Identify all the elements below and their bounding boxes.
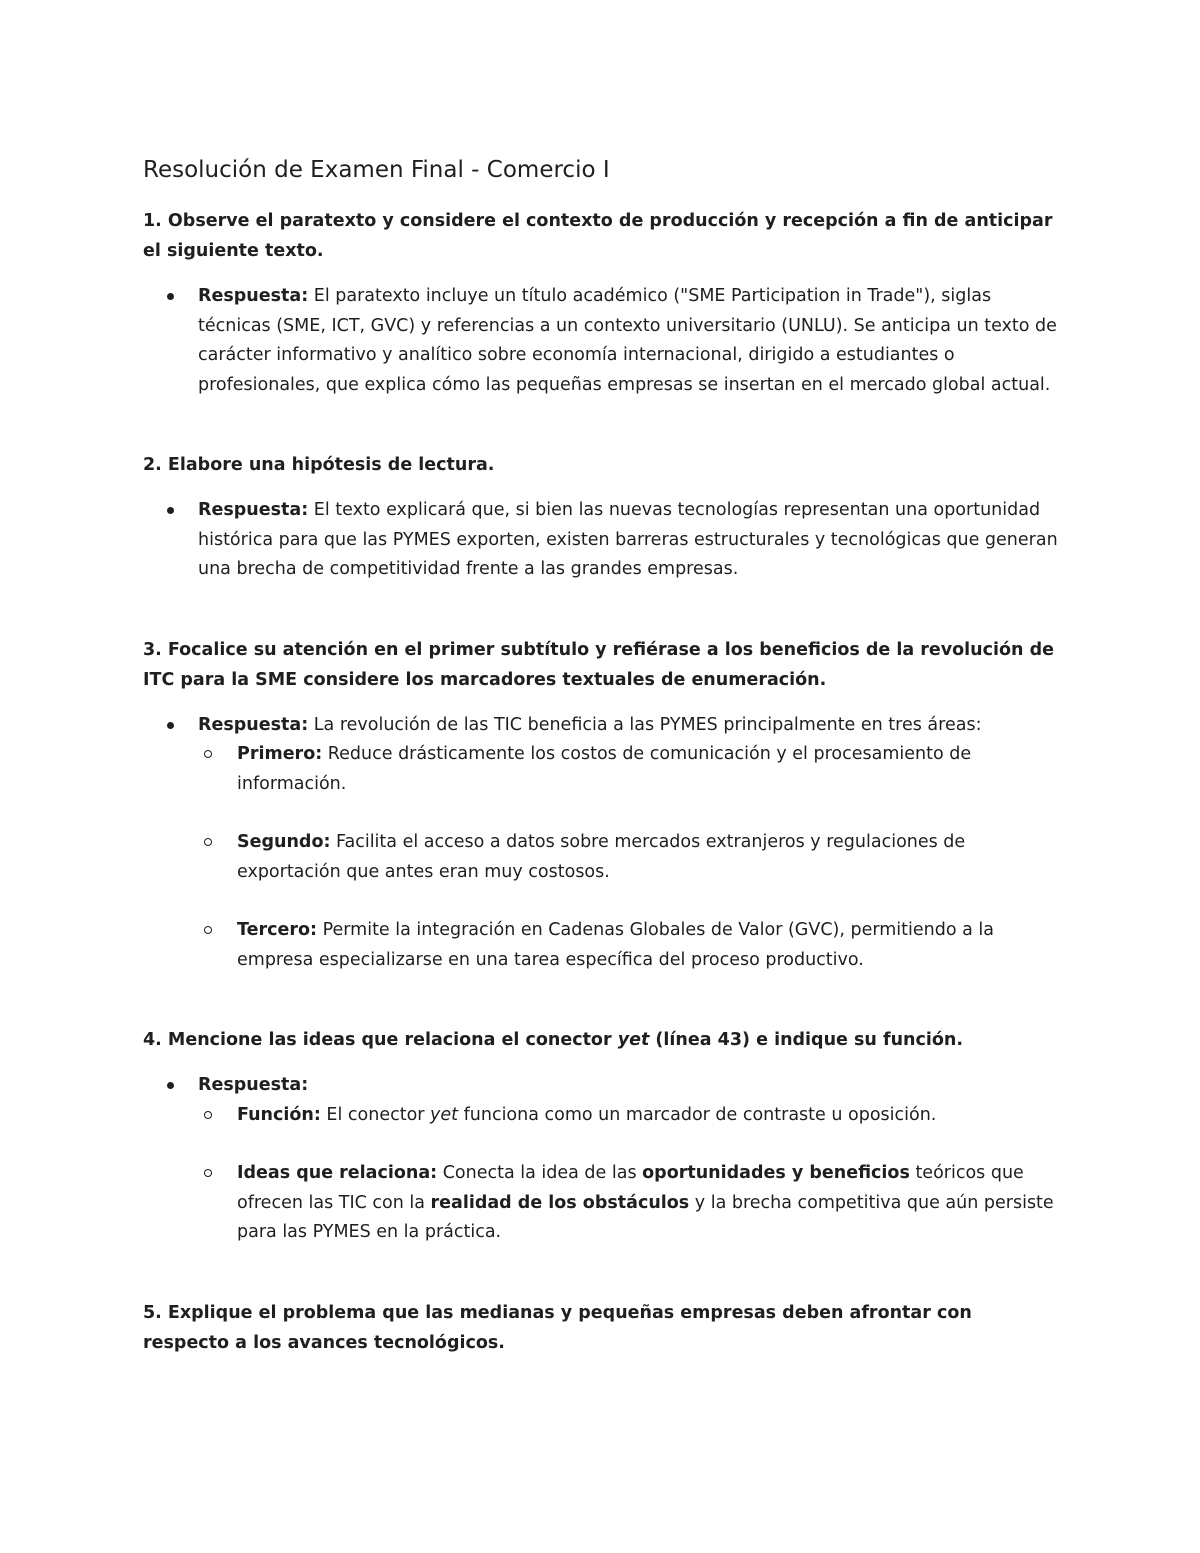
answer-label: Respuesta:: [198, 1075, 309, 1095]
item-text: Reduce drásticamente los costos de comunicación y el procesamiento de información.: [237, 744, 972, 794]
list-item: [198, 916, 1058, 975]
question-text: 4. Mencione las ideas que relaciona el conector: [143, 1030, 618, 1050]
list-item: [198, 828, 1058, 887]
item-text: funciona como un marcador de contraste u oposición.: [458, 1104, 937, 1125]
item-text: teóricos que ofrecen las TIC con la: [237, 1163, 1024, 1213]
question-3: 3. Focalice su atención en el primer subtítulo y refiérase a los beneficios de la revolución de ITC para la SME considere los marcadores textuales de enumeración.: [143, 639, 1054, 690]
question-4: [143, 1025, 1058, 1055]
document-page: [143, 152, 1058, 1408]
item-label: Tercero:: [237, 920, 318, 940]
answer-text: El paratexto incluye un título académico ("SME Participation in Trade"), siglas técnicas (SME, ICT, GVC) y referencias a un contexto universitario (UNLU). Se anticipa un texto de carácter informativo y analítico sobre economía internacional, dirigido a estudiantes o profesionales, que explica cómo las pequeñas empresas se insertan en el mercado global actual.: [198, 286, 1057, 395]
item-label: Ideas que relaciona:: [237, 1163, 438, 1183]
item-label: Segundo:: [237, 832, 331, 852]
question-2-section: [143, 450, 1058, 585]
list-item: [198, 1101, 1058, 1131]
answer-text: La revolución de las TIC beneficia a las PYMES principalmente en tres áreas:: [308, 714, 982, 735]
question-emphasis: yet: [617, 1030, 650, 1050]
answer-1: [143, 282, 1058, 400]
question-3-section: [143, 635, 1058, 976]
answer-3: [143, 711, 1058, 976]
answer-4: [143, 1071, 1058, 1248]
question-2: 2. Elabore una hipótesis de lectura.: [143, 455, 495, 475]
question-1-section: [143, 206, 1058, 400]
answer-list-3: [143, 711, 1058, 976]
page-title: Resolución de Examen Final - Comercio I: [143, 157, 610, 183]
item-bold: oportunidades y beneficios: [642, 1163, 910, 1183]
answer-label: Respuesta:: [198, 500, 309, 520]
answer-text: El texto explicará que, si bien las nuevas tecnologías representan una oportunidad histórica para que las PYMES exporten, existen barreras estructurales y tecnológicas que generan una brecha de competitividad frente a las grandes empresas.: [198, 500, 1058, 579]
list-item: [198, 740, 1058, 799]
question-text: (línea 43) e indique su función.: [649, 1030, 963, 1050]
answer-2: [143, 496, 1058, 585]
question-5-section: [143, 1298, 1058, 1358]
answer-list-4: [143, 1071, 1058, 1248]
answer-4-sublist: [198, 1101, 1058, 1248]
question-1: 1. Observe el paratexto y considere el contexto de producción y recepción a fin de anticipar el siguiente texto.: [143, 211, 1053, 261]
item-label: Función:: [237, 1104, 321, 1125]
item-text: Conecta la idea de las: [437, 1163, 643, 1183]
answer-label: Respuesta:: [198, 286, 309, 306]
question-4-section: [143, 1025, 1058, 1248]
answer-label: Respuesta:: [198, 714, 309, 735]
list-item: [198, 1159, 1058, 1248]
answer-list-2: [143, 496, 1058, 585]
item-label: Primero:: [237, 744, 323, 764]
answer-list-1: [143, 282, 1058, 400]
answer-3-sublist: [198, 740, 1058, 975]
item-text: Permite la integración en Cadenas Globales de Valor (GVC), permitiendo a la empresa especializarse en una tarea específica del proceso productivo.: [237, 920, 995, 970]
item-text: El conector: [320, 1104, 431, 1125]
item-bold: realidad de los obstáculos: [430, 1192, 690, 1213]
item-text: y la brecha competitiva que aún persiste para las PYMES en la práctica.: [237, 1192, 1054, 1242]
question-5: 5. Explique el problema que las medianas y pequeñas empresas deben afrontar con respecto a los avances tecnológicos.: [143, 1302, 972, 1353]
item-emphasis: yet: [430, 1104, 459, 1125]
item-text: Facilita el acceso a datos sobre mercados extranjeros y regulaciones de exportación que antes eran muy costosos.: [237, 832, 966, 882]
